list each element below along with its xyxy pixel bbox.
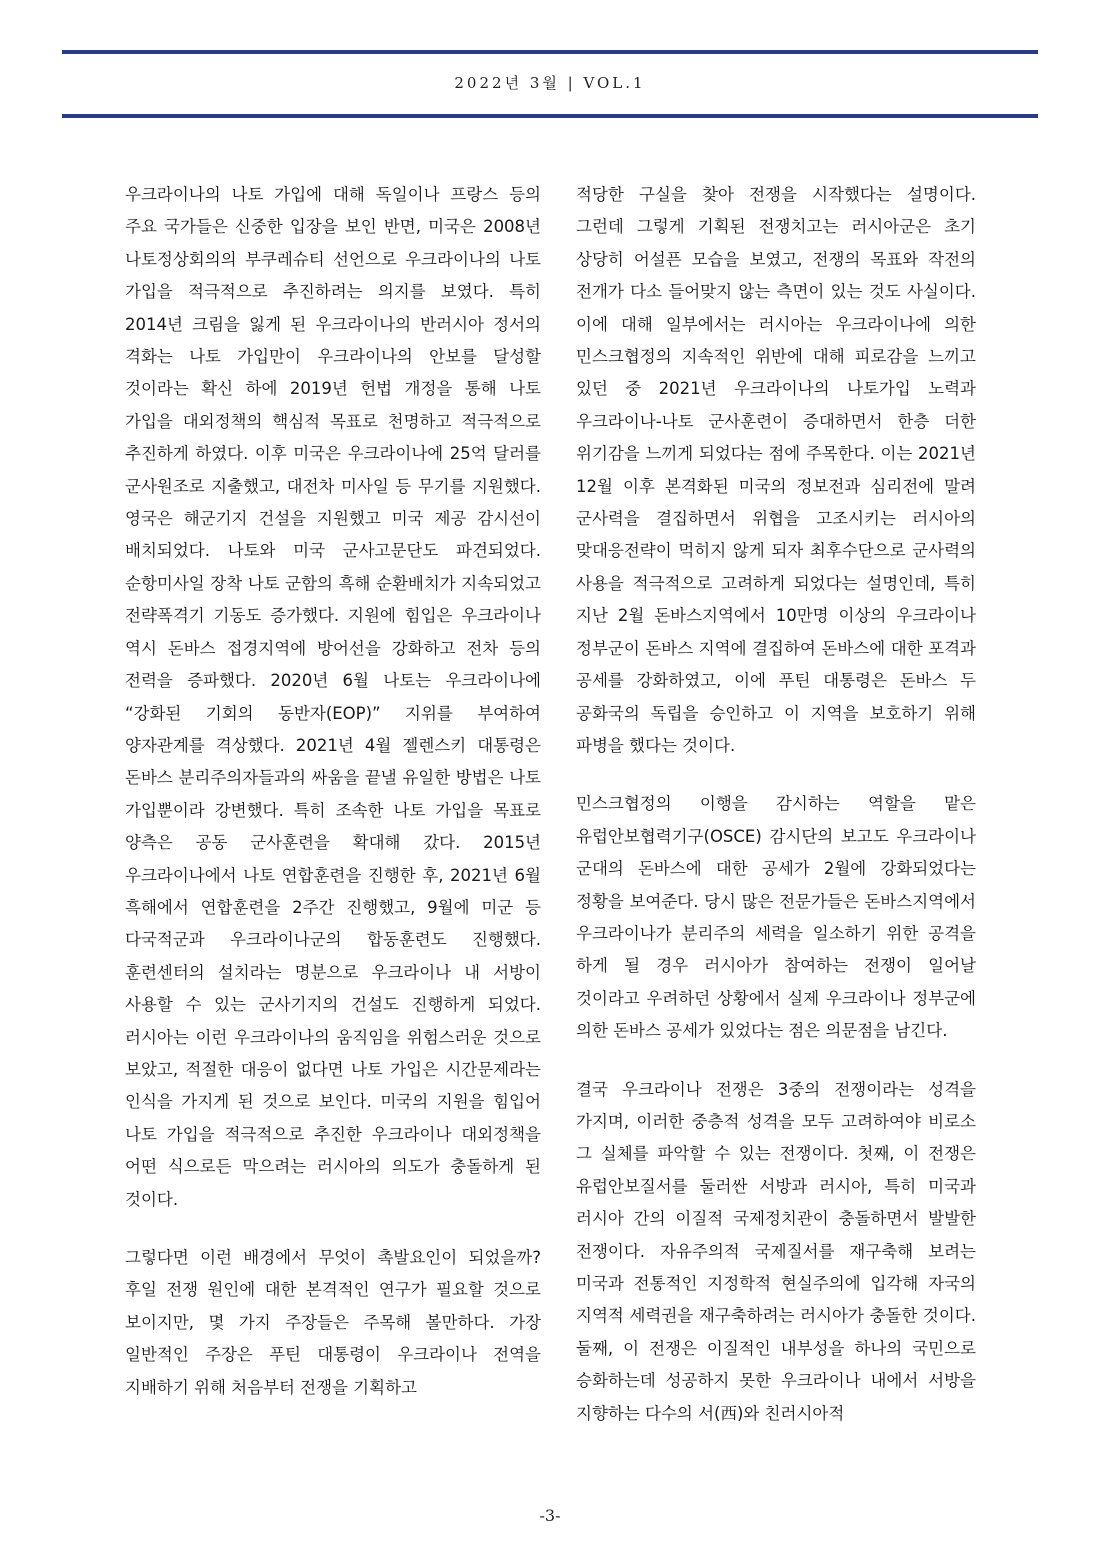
issue-header: 2022년 3월 | VOL.1 (454, 74, 646, 92)
left-paragraph-2: 그렇다면 이런 배경에서 무엇이 촉발요인이 되었을까? 후일 전쟁 원인에 대한 본격적인 연구가 필요할 것으로 보이지만, 몇 가지 주장들은 주목해 볼만하다. 가장 일반적인 주장은 푸틴 대통령이 우크라이나 전역을 지배하기 위해 처음부터 전쟁을 기획하고 (125, 1248, 541, 1397)
right-paragraph-1: 적당한 구실을 찾아 전쟁을 시작했다는 설명이다. 그런데 그렇게 기획된 전쟁치고는 러시아군은 초기 상당히 어설픈 모습을 보였고, 전쟁의 목표와 작전의 전개가 다소 들어맞지 않는 측면이 있는 것도 사실이다. 이에 대해 일부에서는 러시아는 우크라이나에 의한 민스크협정의 지속적인 위반에 대해 피로감을 느끼고 있던 중 2021년 우크라이나의 나토가입 노력과 우크라이나-나토 군사훈련이 증대하면서 한층 더한 위기감을 느끼게 되었다는 점에 주목한다. 이는 2021년 12월 이후 본격화된 미국의 정보전과 심리전에 말려 군사력을 결집하면서 위협을 고조시키는 러시아의 맞대응전략이 먹히지 않게 되자 최후수단으로 군사력의 사용을 적극적으로 고려하게 되었다는 설명인데, 특히 지난 2월 돈바스지역에서 10만명 이상의 우크라이나 정부군이 돈바스 지역에 결집하여 돈바스에 대한 포격과 공세를 강화하였고, 이에 푸틴 대통령은 돈바스 두 공화국의 독립을 승인하고 이 지역을 보호하기 위해 파병을 했다는 것이다. (576, 185, 976, 755)
header-bottom-rule (62, 114, 1038, 118)
left-paragraph-1: 우크라이나의 나토 가입에 대해 독일이나 프랑스 등의 주요 국가들은 신중한 입장을 보인 반면, 미국은 2008년 나토정상회의의 부쿠레슈티 선언으로 우크라이나의 나토 가입을 적극적으로 추진하려는 의지를 보였다. 특히 2014년 크림을 잃게 된 우크라이나의 반러시아 정서의 격화는 나토 가입만이 우크라이나의 안보를 달성할 것이라는 확신 하에 2019년 헌법 개정을 통해 나토 가입을 대외정책의 핵심적 목표로 천명하고 적극적으로 추진하게 하였다. 이후 미국은 우크라이나에 25억 달러를 군사원조로 지출했고, 대전차 미사일 등 무기를 지원했다. 영국은 해군기지 건설을 지원했고 미국 제공 감시선이 배치되었다. 나토와 미국 군사고문단도 파견되었다. 순항미사일 장착 나토 군함의 흑해 순환배치가 지속되었고 전략폭격기 기동도 증가했다. 지원에 힘입은 우크라이나 역시 돈바스 접경지역에 방어선을 강화하고 전차 등의 전력을 증파했다. 2020년 6월 나토는 우크라이나에 “강화된 기회의 동반자(EOP)” 지위를 부여하여 양자관계를 격상했다. 2021년 4월 젤렌스키 대통령은 돈바스 분리주의자들과의 싸움을 끝낼 유일한 방법은 나토 가입뿐이라 강변했다. 특히 조속한 나토 가입을 목표로 양측은 공동 군사훈련을 확대해 갔다. 2015년 우크라이나에서 나토 연합훈련을 진행한 후, 2021년 6월 흑해에서 연합훈련을 2주간 진행했고, 9월에 미군 등 다국적군과 우크라이나군의 합동훈련도 진행했다. 훈련센터의 설치라는 명분으로 우크라이나 내 서방이 사용할 수 있는 군사기지의 건설도 진행하게 되었다. 러시아는 이런 우크라이나의 움직임을 위험스러운 것으로 보았고, 적절한 대응이 없다면 나토 가입은 시간문제라는 인식을 가지게 된 것으로 보인다. 미국의 지원을 힘입어 나토 가입을 적극적으로 추진한 우크라이나 대외정책을 어떤 식으로든 막으려는 러시아의 의도가 충돌하게 된 것이다. (125, 185, 541, 1209)
right-paragraph-3: 결국 우크라이나 전쟁은 3중의 전쟁이라는 성격을 가지며, 이러한 중층적 성격을 모두 고려하여야 비로소 그 실체를 파악할 수 있는 전쟁이다. 첫째, 이 전쟁은 유럽안보질서를 둘러싼 서방과 러시아, 특히 미국과 러시아 간의 이질적 국제정치관이 충돌하면서 발발한 전쟁이다. 자유주의적 국제질서를 재구축해 보려는 미국과 전통적인 지정학적 현실주의에 입각해 자국의 지역적 세력권을 재구축하려는 러시아가 충돌한 것이다. 둘째, 이 전쟁은 이질적인 내부성을 하나의 국민으로 승화하는데 성공하지 못한 우크라이나 내에서 서방을 지향하는 다수의 서(西)와 친러시아적 (576, 1079, 976, 1423)
page-number: -3- (539, 1506, 561, 1525)
left-column (125, 179, 541, 1430)
right-column (576, 179, 976, 1456)
header-top-rule (62, 50, 1038, 54)
right-paragraph-2: 민스크협정의 이행을 감시하는 역할을 맡은 유럽안보협력기구(OSCE) 감시단의 보고도 우크라이나 군대의 돈바스에 대한 공세가 2월에 강화되었다는 정황을 보여준다. 당시 많은 전문가들은 돈바스지역에서 우크라이나가 분리주의 세력을 일소하기 위한 공격을 하게 될 경우 러시아가 참여하는 전쟁이 일어날 것이라고 우려하던 상황에서 실제 우크라이나 정부군에 의한 돈바스 공세가 있었다는 점은 의문점을 남긴다. (576, 794, 976, 1041)
